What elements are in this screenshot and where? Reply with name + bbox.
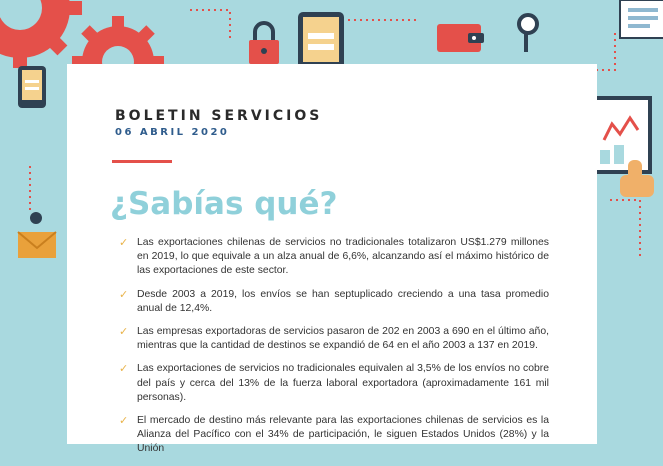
- list-item-text: Las exportaciones de servicios no tradicionales equivalen al 3,5% de los envíos no cobre del país y cerca del 13% de la fuerza laboral exportadora (aproximadamente 161 mil personas).: [137, 363, 549, 403]
- monitor-chart-icon: [590, 98, 650, 172]
- list-item: [119, 414, 549, 457]
- list-item: [119, 236, 549, 279]
- list-item-text: Las exportaciones chilenas de servicios no tradicionales totalizaron US$1.279 millones en 2019, lo que equivale a un alza anual de 6,6%, alcanzando así el máximo histórico de las exportaciones de este sector.: [137, 237, 549, 277]
- padlock-icon: [249, 23, 279, 64]
- envelope-icon: [18, 232, 56, 258]
- checkmark-icon: ✓: [119, 236, 129, 249]
- list-item-text: El mercado de destino más relevante para las exportaciones chilenas de servicios es la Alianza del Pacífico con el 34% de participación, le siguen Estados Unidos (28%) y la Unión: [137, 415, 549, 455]
- newsletter-title: BOLETIN SERVICIOS: [115, 108, 323, 124]
- list-item-text: Desde 2003 a 2019, los envíos se han septuplicado creciendo a una tasa promedio anual de 12,4%.: [137, 288, 549, 314]
- newsletter-date: 06 ABRIL 2020: [115, 127, 230, 138]
- list-item: [119, 362, 549, 405]
- wallet-icon: [437, 24, 484, 52]
- magnifier-icon: [519, 15, 537, 52]
- checkmark-icon: ✓: [119, 414, 129, 428]
- phone-login-icon: [18, 66, 46, 108]
- list-item: [119, 325, 549, 353]
- list-item-text: Las empresas exportadoras de servicios pasaron de 202 en 2003 a 690 en el último año, mientras que la cantidad de destinos se expandió de 64 en el año 2003 a 137 en 2019.: [137, 326, 549, 352]
- section-heading: ¿Sabías qué?: [110, 186, 338, 222]
- newsletter-page: [67, 64, 597, 455]
- title-divider: [112, 160, 172, 163]
- checkmark-icon: ✓: [119, 362, 129, 376]
- phone-login-icon: [298, 12, 344, 70]
- checkmark-icon: ✓: [119, 287, 129, 301]
- browser-window-icon: [620, 0, 663, 38]
- checkmark-icon: ✓: [119, 325, 129, 339]
- facts-list: [119, 236, 549, 466]
- list-item: [119, 288, 549, 316]
